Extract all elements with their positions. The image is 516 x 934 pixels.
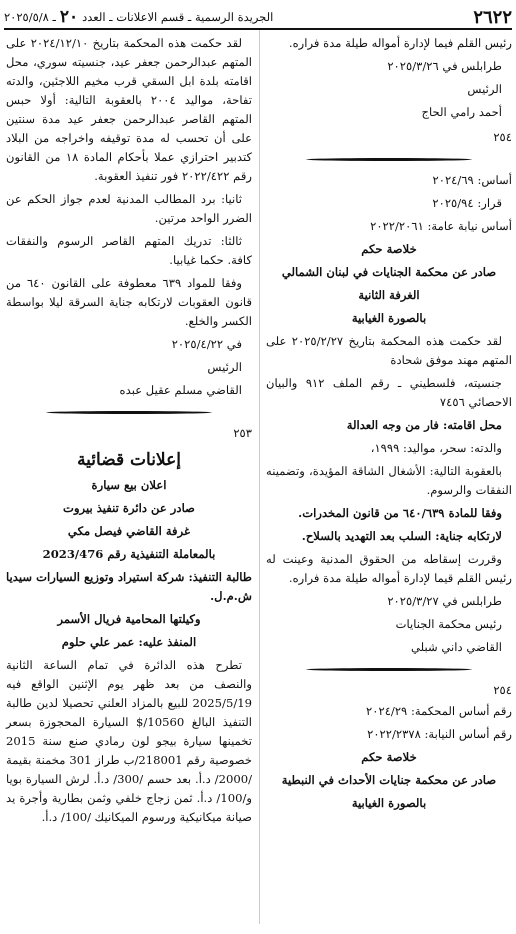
paragraph: ثالثا: تدريك المتهم القاصر الرسوم والنفقات كافة. حكما غيابيا. xyxy=(6,234,252,267)
paragraph: المنفذ عليه: عمر علي حلوم xyxy=(61,635,197,649)
separator xyxy=(266,663,512,675)
paragraph: لارتكابه جناية: السلب بعد التهديد بالسلاح. xyxy=(301,529,502,543)
paragraph: وفقا للمادة ٦٤٠/٦٣٩ من قانون المخدرات. xyxy=(298,506,502,520)
paragraph: رئيس محكمة الجنايات xyxy=(395,617,502,631)
paragraph: طرابلس في ٢٠٢٥/٣/٢٦ xyxy=(387,59,502,73)
heading: خلاصة حكم xyxy=(361,242,417,256)
notice-number: ٢٥٣ xyxy=(233,426,252,440)
paragraph: الرئيس xyxy=(467,82,502,96)
paragraph: وكيلتها المحامية فريال الأسمر xyxy=(57,612,201,626)
paragraph: وقررت إسقاطه من الحقوق المدنية وعينت له رئيس القلم قيما لإدارة أمواله طيلة مدة فراره. xyxy=(266,552,512,585)
paragraph: الرئيس xyxy=(207,360,242,374)
page-number: ٢٦٢٢ xyxy=(473,6,512,28)
paragraph: بالعقوبة التالية: الأشغال الشاقة المؤيدة، وتضمينه النفقات والرسوم. xyxy=(266,464,512,497)
heading: خلاصة حكم xyxy=(361,750,417,764)
paragraph: رقم أساس النيابة: ٢٠٢٢/٢٣٧٨ xyxy=(367,727,512,741)
heading: صادر عن دائرة تنفيذ بيروت xyxy=(63,501,195,515)
paragraph: أحمد رامي الحاج xyxy=(421,105,502,119)
heading: بالصورة الغيابية xyxy=(351,796,427,810)
paragraph: رقم أساس المحكمة: ٢٠٢٤/٢٩ xyxy=(366,704,512,718)
paragraph: تطرح هذه الدائرة في تمام الساعة الثانية والنصف من بعد ظهر يوم الإثنين الواقع فيه 2025/5/19 للبيع بالمزاد العلني تحصيلا لدين طالبة التنفيذ البالغ 10560/$ السيارة المحجوزة بسعر تخمينها سيارة بيجو لون رمادي صنع سنة 2015 خصوصية رقم 218001/ب طراز 301 مخمنة بقيمة /2000/ د.أ. بعد حسم /300/ د.أ. لرش السيارة بويا و/100/ د.أ. ثمن زجاج خلفي وثمن بطارية وأجرة يد صيانة ميكانيكية ورسوم الميكانيك /100/ د.أ. xyxy=(6,658,252,824)
paragraph: أساس نيابة عامة: ٢٠٢٢/٢٠٦١ xyxy=(370,219,512,233)
notice-number: ٢٥٤ xyxy=(493,130,512,144)
notice-number: ٢٥٤ xyxy=(493,683,512,697)
paragraph: لقد حكمت هذه المحكمة بتاريخ ٢٠٢٥/٢/٢٧ على المتهم مهند موفق شحادة xyxy=(266,334,512,367)
column-divider xyxy=(259,30,260,924)
header-date: ـ ٢٠٢٥/٥/٨ xyxy=(4,10,56,24)
paragraph: في ٢٠٢٥/٤/٢٢ xyxy=(171,337,242,351)
heading: اعلان بيع سيارة xyxy=(91,478,167,492)
paragraph: أساس: ٢٠٢٤/٦٩ xyxy=(432,173,512,187)
paragraph: ثانيا: برد المطالب المدنية لعدم جواز الحكم عن الضرر الواحد مرتين. xyxy=(6,192,252,225)
paragraph: طالبة التنفيذ: شركة استيراد وتوزيع السيارات سيديا ش.م.ل. xyxy=(6,570,252,603)
separator xyxy=(6,406,252,418)
paragraph: القاضي داني شبلي xyxy=(410,640,502,654)
heading: الغرفة الثانية xyxy=(358,288,420,302)
header-title: الجريدة الرسمية ـ قسم الاعلانات ـ العدد xyxy=(82,10,274,24)
paragraph: القاضي مسلم عقيل عبده xyxy=(119,383,242,397)
right-column xyxy=(266,34,512,817)
issue-number: ٢٠ xyxy=(59,7,79,27)
paragraph: جنسيته، فلسطيني ـ رقم الملف ٩١٢ والبيان الاحصائي ٧٤٥٦ xyxy=(266,376,512,409)
heading: غرفة القاضي فيصل مكي xyxy=(67,524,191,538)
heading: بالمعاملة التنفيذية رقم 2023/476 xyxy=(42,547,216,561)
heading: صادر عن محكمة الجنايات في لبنان الشمالي xyxy=(281,265,497,279)
paragraph: والدته: سحر، مواليد: ١٩٩٩، xyxy=(370,441,502,455)
paragraph: قرار: ٢٠٢٥/٩٤ xyxy=(432,196,502,210)
paragraph: وفقا للمواد ٦٣٩ معطوفة على القانون ٦٤٠ من قانون العقوبات لارتكابه جناية السرقة ليلا بواسطة الكسر والخلع. xyxy=(6,276,252,328)
left-column xyxy=(6,34,252,831)
separator xyxy=(266,153,512,165)
page-header xyxy=(4,6,512,30)
paragraph: طرابلس في ٢٠٢٥/٣/٢٧ xyxy=(387,594,502,608)
heading: بالصورة الغيابية xyxy=(351,311,427,325)
paragraph: رئيس القلم فيما لإدارة أمواله طيلة مدة فراره. xyxy=(288,36,512,50)
heading: صادر عن محكمة جنايات الأحداث في النبطية xyxy=(281,773,497,787)
paragraph: لقد حكمت هذه المحكمة بتاريخ ٢٠٢٤/١٢/١٠ على المتهم عبدالرحمن جعفر عيد، جنسيته سوري، محل اقامته بلدة ابل السقي قرب مخيم اللاجئين، والدته تفاحة، مواليد ٢٠٠٤ بالعقوبة التالية: أولا حبس المتهم القاصر عبدالرحمن جعفر عيد مدة سنتين على أن تحسب له مدة توقيفه واخراجه من البلاد كتدبير احترازي عملا بأحكام المادة ١٨ من القانون رقم ٢٠٢٢/٤٢٢ فور تنفيذ العقوبة. xyxy=(6,36,252,183)
paragraph: محل اقامته: فار من وجه العدالة xyxy=(346,418,502,432)
section-title: إعلانات قضائية xyxy=(77,450,181,470)
header-title-group xyxy=(4,7,273,27)
